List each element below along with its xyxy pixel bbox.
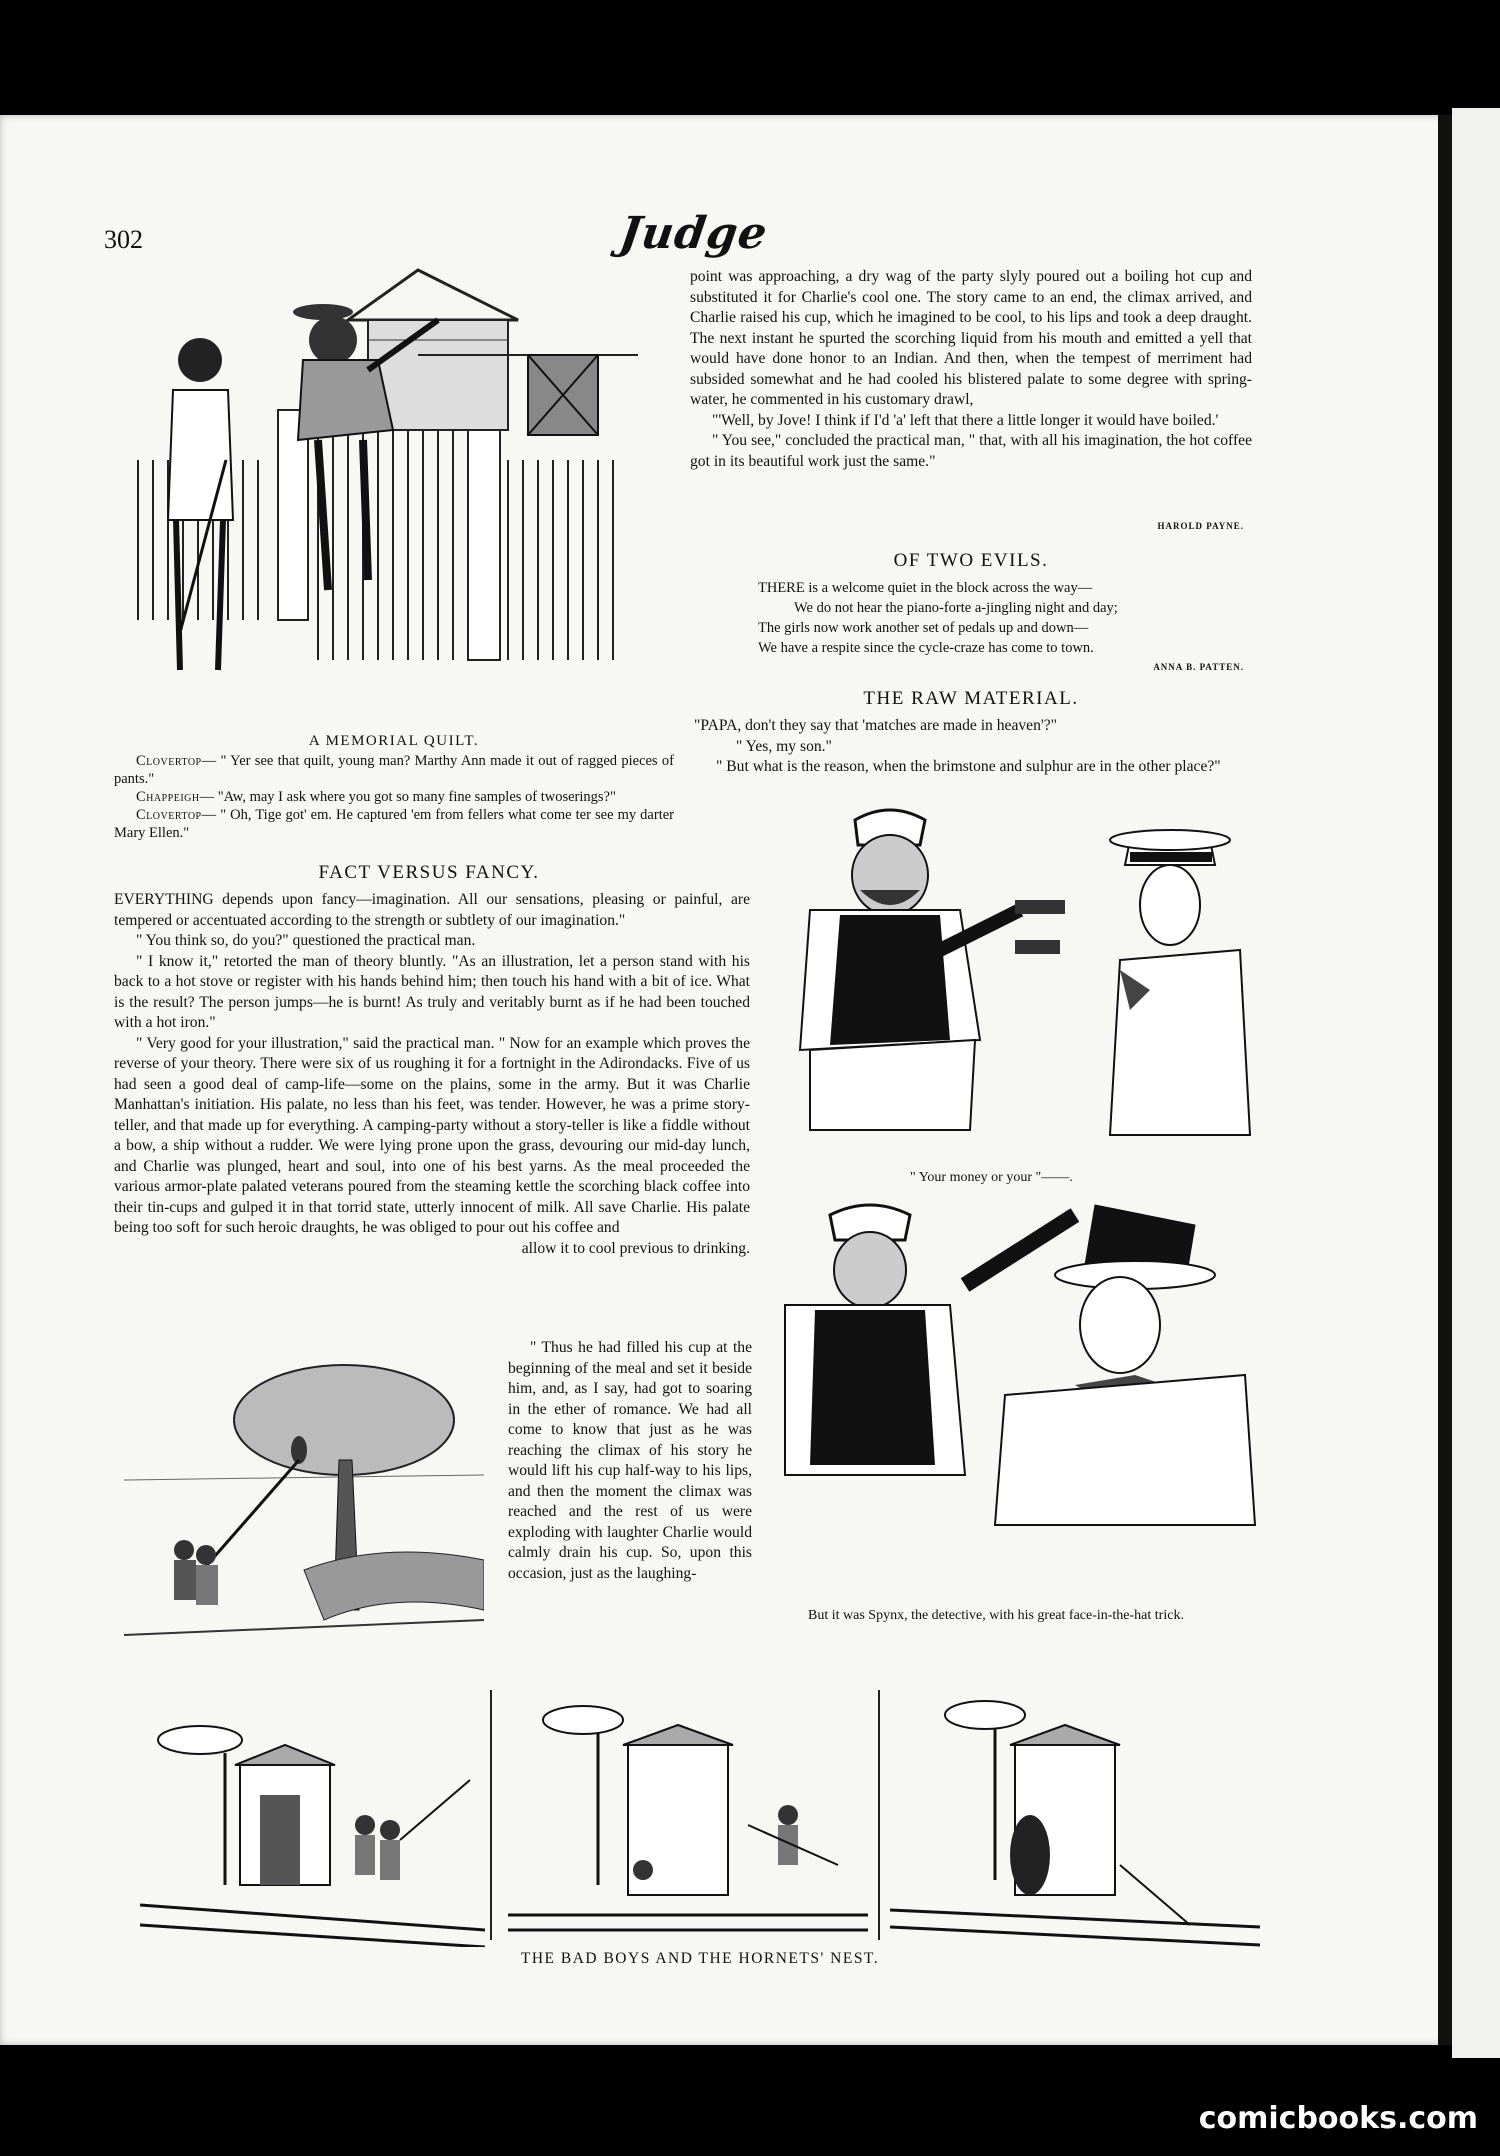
- story-paragraph: EVERYTHING depends upon fancy—imagination. All our sensations, pleasing or painful, are tempered or accentuated according to the strength or subtlety of our imagination.": [114, 891, 750, 929]
- speaker-name: Clovertop: [136, 753, 202, 769]
- memorial-quilt-illustration: [118, 260, 638, 700]
- detective-caption: But it was Spynx, the detective, with his great face-in-the-hat trick.: [808, 1608, 1184, 1623]
- strip-panel-1: [140, 1665, 485, 1947]
- poem-line: We do not hear the piano-forte a-jingling night and day;: [794, 600, 1118, 616]
- strip-divider: [490, 1690, 492, 1940]
- speaker-name: Chappeigh: [136, 789, 200, 805]
- fact-versus-fancy-text: [114, 890, 750, 1259]
- memorial-quilt-title: A MEMORIAL QUILT.: [308, 733, 480, 749]
- speaker-name: Clovertop: [136, 807, 202, 823]
- author-byline: HAROLD PAYNE.: [1157, 521, 1244, 531]
- dialogue-line: " But what is the reason, when the brimstone and sulphur are in the other place?": [716, 758, 1221, 775]
- dialogue-line: — " Yer see that quilt, young man? Marthy Ann made it out of ragged pieces of pants.": [114, 753, 674, 787]
- two-evils-title: OF TWO EVILS.: [893, 550, 1049, 571]
- story-paragraph: " You think so, do you?" questioned the practical man.: [136, 932, 476, 949]
- story-paragraph: " Thus he had filled his cup at the beginning of the meal and set it beside him, and, as I say, had got to soaring in the ether of romance. We had all come to know that just as he was reaching the climax of his story he would lift his cup half-way to his lips, and then the moment the climax was reached and the rest of us were exploding with laughter Charlie would calmly drain his cup. So, upon this occasion, just as the laughing-: [508, 1339, 752, 1582]
- story-paragraph: " Very good for your illustration," said the practical man. " Now for an example which proves the reverse of your theory. There were six of us roughing it for a fortnight in the Adirondacks. Five of us had seen a good deal of camp-life—some on the plains, some in the army. But it was Charlie Manhattan's initiation. His palate, no less than his feet, was tender. However, he was a prime story-teller, and that made up for everything. A camping-party without a story-teller is like a fiddle without a bow, a ship without a rudder. We were lying prone upon the grass, devouring our mid-day lunch, and Charlie was plunged, heart and soul, into one of his best yarns. As the meal proceeded the various armor-plate palated veterans poured from the steaming kettle the scorching black coffee into their tin-cups and gulped it in that torrid state, utterly innocent of milk. All save Charlie. His palate being too soft for such heroic draughts, he was obliged to pour out his coffee and: [114, 1034, 750, 1236]
- story-paragraph: allow it to cool previous to drinking.: [521, 1239, 750, 1257]
- dialogue-line: — "Aw, may I ask where you got so many fine samples of twoserings?": [199, 789, 616, 805]
- detective-cartoon: [775, 1195, 1265, 1535]
- facing-page-edge: [1452, 108, 1500, 2058]
- robbery-cartoon: [790, 800, 1260, 1145]
- poem-line: THERE is a welcome quiet in the block across the way—: [758, 580, 1093, 596]
- robbery-caption: " Your money or your "——.: [910, 1170, 1073, 1185]
- story-paragraph: " I know it," retorted the man of theory bluntly. "As an illustration, let a person stand with his back to a hot stove or register with his hands behind him; then touch his hand with a bit of ice. What is the result? The person jumps—he is burnt! As truly and veritably burnt as if he had been touched with a hot iron.": [114, 952, 750, 1031]
- strip-panel-3: [890, 1665, 1260, 1947]
- boys-and-tree-illustration: [124, 1360, 484, 1660]
- story-paragraph: "'Well, by Jove! I think if I'd 'a' left that there a little longer it would have boiled.': [712, 411, 1219, 429]
- fact-versus-fancy-narrow-column: [508, 1338, 752, 1584]
- story-paragraph: " You see," concluded the practical man, " that, with all his imagination, the hot coffee got in its beautiful work just the same.": [690, 432, 1252, 470]
- dialogue-line: " Yes, my son.": [736, 737, 832, 755]
- masthead-logo: Judge: [616, 208, 771, 259]
- two-evils-poem: [758, 578, 1238, 658]
- dialogue-line: — " Oh, Tige got' em. He captured 'em from fellers what come ter see my darter Mary Ellen.": [114, 807, 674, 841]
- page-gutter: [1438, 115, 1452, 2045]
- strip-panel-2: [508, 1665, 868, 1947]
- poem-line: The girls now work another set of pedals up and down—: [758, 620, 1089, 636]
- site-watermark: comicbooks.com: [1198, 2101, 1478, 2136]
- author-byline: ANNA B. PATTEN.: [1153, 662, 1244, 672]
- memorial-quilt-dialogue: [114, 752, 674, 842]
- strip-divider: [878, 1690, 880, 1940]
- story-paragraph: point was approaching, a dry wag of the party slyly poured out a boiling hot cup and substituted it for Charlie's cool one. The story came to an end, the climax arrived, and Charlie raised his cup, which he imagined to be cool, to his lips and took a deep draught. The next instant he spurted the scorching liquid from his mouth and emitted a yell that would have done honor to an Indian. And then, when the tempest of merriment had subsided somewhat and he had cooled his blistered palate to some degree with spring-water, he commented in his customary drawl,: [690, 268, 1252, 408]
- fact-versus-fancy-continued: [690, 267, 1252, 472]
- page-number: 302: [104, 225, 143, 254]
- raw-material-text: [694, 716, 1254, 778]
- poem-line: We have a respite since the cycle-craze has come to town.: [758, 640, 1094, 656]
- dialogue-line: "PAPA, don't they say that 'matches are made in heaven'?": [694, 717, 1057, 734]
- fact-versus-fancy-title: FACT VERSUS FANCY.: [318, 862, 540, 883]
- strip-title: THE BAD BOYS AND THE HORNETS' NEST.: [520, 1950, 880, 1967]
- raw-material-title: THE RAW MATERIAL.: [863, 688, 1079, 709]
